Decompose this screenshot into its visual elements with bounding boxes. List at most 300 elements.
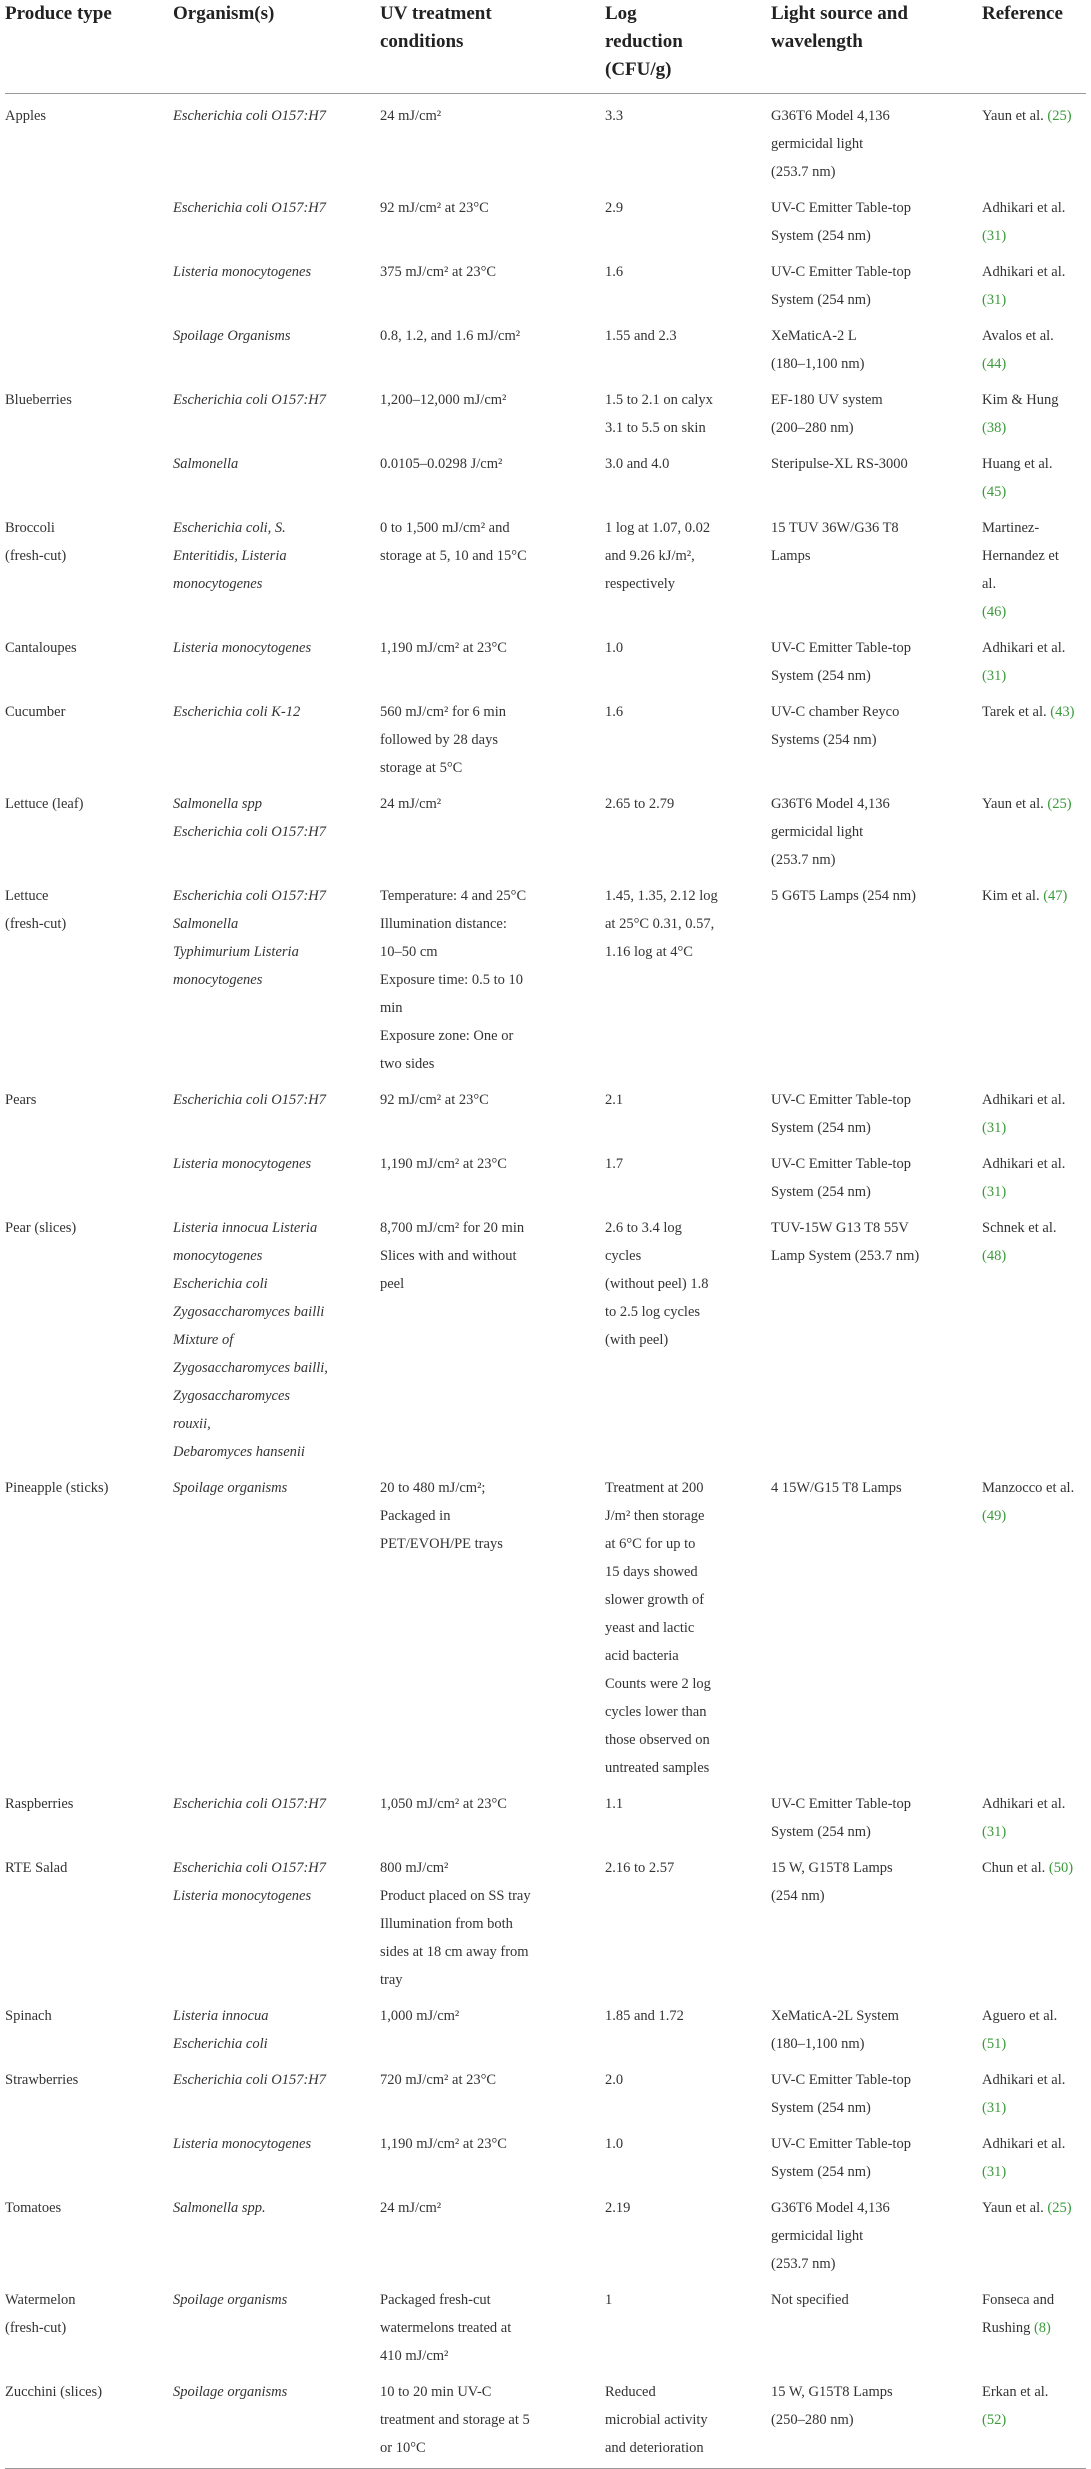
- cell-line: germicidal light: [771, 136, 864, 152]
- citation-link[interactable]: (31): [982, 2100, 1007, 2116]
- reference-cell: [982, 1078, 1086, 1142]
- cell-line: treatment and storage at 5: [380, 2412, 530, 2428]
- cell-line: 2.16 to 2.57: [605, 1860, 675, 1876]
- table-header: [5, 0, 1086, 94]
- cell-line: peel: [380, 1276, 405, 1292]
- cell-line: Listeria innocua Listeria: [173, 1220, 318, 1236]
- cell-line: 1.85 and 1.72: [605, 2008, 684, 2024]
- organism-cell: [173, 1846, 380, 1994]
- reference-line: [982, 2314, 1076, 2342]
- cell-line: (253.7 nm): [771, 164, 836, 180]
- cell-line: Illumination distance:: [380, 916, 507, 932]
- reference-line: [982, 2066, 1076, 2094]
- treatment-cell: [380, 1466, 605, 1782]
- produce-cell: [5, 506, 173, 626]
- cell-line: (without peel) 1.8: [605, 1276, 709, 1292]
- cell-line: Illumination from both: [380, 1916, 513, 1932]
- cell-line: 0 to 1,500 mJ/cm² and: [380, 520, 510, 536]
- produce-cell: [5, 186, 173, 250]
- reference-authors: Yaun et al.: [982, 108, 1048, 124]
- table-row: [5, 94, 1086, 187]
- citation-link[interactable]: (8): [1033, 2320, 1051, 2336]
- cell-line: Escherichia coli O157:H7: [173, 392, 327, 408]
- table-row: [5, 1206, 1086, 1466]
- cell-line: germicidal light: [771, 824, 864, 840]
- cell-line: respectively: [605, 576, 676, 592]
- citation-link[interactable]: (31): [982, 1120, 1007, 1136]
- reference-line: [982, 1214, 1076, 1270]
- treatment-cell: [380, 1206, 605, 1466]
- organism-cell: [173, 1994, 380, 2058]
- table-row: [5, 782, 1086, 874]
- cell-line: Exposure time: 0.5 to 10: [380, 972, 523, 988]
- reference-authors: Manzocco et al.: [982, 1480, 1075, 1496]
- light-source-cell: [771, 690, 982, 782]
- cell-line: 3.1 to 5.5 on skin: [605, 420, 706, 436]
- header-line: Log: [605, 3, 637, 24]
- cell-line: watermelons treated at: [380, 2320, 512, 2336]
- table-row: [5, 690, 1086, 782]
- light-source-cell: [771, 2122, 982, 2186]
- log-reduction-cell: [605, 1846, 771, 1994]
- citation-link[interactable]: (46): [982, 604, 1007, 620]
- reference-line: [982, 1818, 1076, 1846]
- citation-link[interactable]: (38): [982, 420, 1007, 436]
- reference-authors: Adhikari et al.: [982, 640, 1066, 656]
- log-reduction-cell: [605, 1466, 771, 1782]
- reference-cell: [982, 1142, 1086, 1206]
- table-row: [5, 1078, 1086, 1142]
- cell-line: Lamps: [771, 548, 811, 564]
- reference-authors: Huang et al.: [982, 456, 1053, 472]
- reference-line: [982, 102, 1076, 130]
- produce-cell: [5, 2278, 173, 2370]
- reference-line: [982, 2130, 1076, 2158]
- table-row: [5, 1846, 1086, 1994]
- cell-line: Packaged in: [380, 1508, 451, 1524]
- reference-line: [982, 1854, 1076, 1882]
- cell-line: Salmonella spp.: [173, 2200, 266, 2216]
- cell-line: Pear (slices): [5, 1220, 77, 1236]
- cell-line: (fresh-cut): [5, 548, 67, 564]
- table-body: [5, 94, 1086, 2469]
- treatment-cell: [380, 1846, 605, 1994]
- organism-cell: [173, 782, 380, 874]
- citation-link[interactable]: (44): [982, 356, 1007, 372]
- cell-line: XeMaticA-2 L: [771, 328, 857, 344]
- citation-link[interactable]: (43): [1050, 704, 1075, 720]
- treatment-cell: [380, 2058, 605, 2122]
- cell-line: 1.7: [605, 1156, 624, 1172]
- cell-line: Watermelon: [5, 2292, 76, 2308]
- cell-line: Escherichia coli O157:H7: [173, 1092, 327, 1108]
- cell-line: monocytogenes: [173, 576, 263, 592]
- reference-line: [982, 2286, 1076, 2314]
- reference-line: [982, 2094, 1076, 2122]
- citation-link[interactable]: (31): [982, 2164, 1007, 2180]
- cell-line: (fresh-cut): [5, 916, 67, 932]
- cell-line: UV-C Emitter Table-top: [771, 200, 911, 216]
- cell-line: Steripulse-XL RS-3000: [771, 456, 908, 472]
- table-row: [5, 186, 1086, 250]
- cell-line: (with peel): [605, 1332, 669, 1348]
- log-reduction-cell: [605, 690, 771, 782]
- table-row: [5, 1142, 1086, 1206]
- cell-line: Listeria monocytogenes: [173, 264, 312, 280]
- produce-cell: [5, 250, 173, 314]
- cell-line: at 25°C 0.31, 0.57,: [605, 916, 715, 932]
- cell-line: G36T6 Model 4,136: [771, 108, 890, 124]
- cell-line: storage at 5, 10 and 15°C: [380, 548, 527, 564]
- cell-line: storage at 5°C: [380, 760, 463, 776]
- cell-line: Typhimurium Listeria: [173, 944, 299, 960]
- cell-line: 1.6: [605, 704, 624, 720]
- reference-cell: [982, 442, 1086, 506]
- reference-cell: [982, 94, 1086, 187]
- cell-line: (180–1,100 nm): [771, 356, 865, 372]
- light-source-cell: [771, 1142, 982, 1206]
- cell-line: Salmonella: [173, 456, 239, 472]
- citation-link[interactable]: (31): [982, 1184, 1007, 1200]
- cell-line: 1.5 to 2.1 on calyx: [605, 392, 713, 408]
- cell-line: Temperature: 4 and 25°C: [380, 888, 527, 904]
- treatment-cell: [380, 782, 605, 874]
- cell-line: UV-C Emitter Table-top: [771, 2136, 911, 2152]
- organism-cell: [173, 378, 380, 442]
- reference-cell: [982, 186, 1086, 250]
- table-row: [5, 506, 1086, 626]
- organism-cell: [173, 690, 380, 782]
- cell-line: Debaromyces hansenii: [173, 1444, 305, 1460]
- cell-line: or 10°C: [380, 2440, 426, 2456]
- cell-line: Mixture of: [173, 1332, 234, 1348]
- organism-cell: [173, 1078, 380, 1142]
- cell-line: 1,000 mJ/cm²: [380, 2008, 460, 2024]
- reference-line: [982, 1086, 1076, 1114]
- produce-cell: [5, 378, 173, 442]
- cell-line: 10–50 cm: [380, 944, 438, 960]
- treatment-cell: [380, 378, 605, 442]
- cell-line: Listeria monocytogenes: [173, 640, 312, 656]
- reference-cell: [982, 2278, 1086, 2370]
- reference-cell: [982, 506, 1086, 626]
- cell-line: cycles: [605, 1248, 642, 1264]
- light-source-cell: [771, 314, 982, 378]
- cell-line: 1.6: [605, 264, 624, 280]
- organism-cell: [173, 1142, 380, 1206]
- table-row: [5, 874, 1086, 1078]
- citation-link[interactable]: (50): [1048, 1860, 1074, 1876]
- reference-authors: Adhikari et al.: [982, 1156, 1066, 1172]
- cell-line: tray: [380, 1972, 403, 1988]
- light-source-cell: [771, 378, 982, 442]
- reference-authors: Hernandez et al.: [982, 548, 1059, 592]
- citation-link[interactable]: (31): [982, 228, 1007, 244]
- reference-authors: Adhikari et al.: [982, 264, 1066, 280]
- header-row: [5, 0, 1086, 94]
- treatment-cell: [380, 1142, 605, 1206]
- cell-line: Blueberries: [5, 392, 72, 408]
- cell-line: System (254 nm): [771, 2164, 871, 2180]
- cell-line: Listeria monocytogenes: [173, 1156, 312, 1172]
- cell-line: Spinach: [5, 2008, 52, 2024]
- table-row: [5, 1994, 1086, 2058]
- header-line: Light source and: [771, 3, 908, 24]
- treatment-cell: [380, 874, 605, 1078]
- cell-line: 2.6 to 3.4 log: [605, 1220, 682, 1236]
- light-source-cell: [771, 1994, 982, 2058]
- cell-line: (250–280 nm): [771, 2412, 854, 2428]
- cell-line: 10 to 20 min UV-C: [380, 2384, 492, 2400]
- cell-line: 720 mJ/cm² at 23°C: [380, 2072, 497, 2088]
- cell-line: 15 W, G15T8 Lamps: [771, 2384, 893, 2400]
- citation-link[interactable]: (47): [1043, 888, 1068, 904]
- cell-line: rouxii,: [173, 1416, 211, 1432]
- cell-line: 1,050 mJ/cm² at 23°C: [380, 1796, 507, 1812]
- cell-line: Tomatoes: [5, 2200, 62, 2216]
- organism-cell: [173, 186, 380, 250]
- cell-line: monocytogenes: [173, 1248, 263, 1264]
- table-row: [5, 1782, 1086, 1846]
- citation-link[interactable]: (31): [982, 668, 1007, 684]
- cell-line: those observed on: [605, 1732, 710, 1748]
- table-row: [5, 2122, 1086, 2186]
- light-source-cell: [771, 186, 982, 250]
- citation-link[interactable]: (31): [982, 292, 1007, 308]
- reference-cell: [982, 1782, 1086, 1846]
- cell-line: to 2.5 log cycles: [605, 1304, 701, 1320]
- cell-line: Escherichia coli, S.: [173, 520, 286, 536]
- cell-line: 1: [605, 2292, 613, 2308]
- cell-line: followed by 28 days: [380, 732, 498, 748]
- reference-line: [982, 286, 1076, 314]
- cell-line: UV-C Emitter Table-top: [771, 1796, 911, 1812]
- reference-cell: [982, 1466, 1086, 1782]
- cell-line: EF-180 UV system: [771, 392, 883, 408]
- reference-line: [982, 1178, 1076, 1206]
- cell-line: 800 mJ/cm²: [380, 1860, 449, 1876]
- log-reduction-cell: [605, 2058, 771, 2122]
- cell-line: Escherichia coli O157:H7: [173, 1860, 327, 1876]
- cell-line: cycles lower than: [605, 1704, 707, 1720]
- reference-cell: [982, 378, 1086, 442]
- reference-line: [982, 194, 1076, 222]
- citation-link[interactable]: (48): [982, 1248, 1007, 1264]
- cell-line: 15 W, G15T8 Lamps: [771, 1860, 893, 1876]
- cell-line: System (254 nm): [771, 2100, 871, 2116]
- log-reduction-cell: [605, 1206, 771, 1466]
- treatment-cell: [380, 2186, 605, 2278]
- log-reduction-cell: [605, 378, 771, 442]
- cell-line: (180–1,100 nm): [771, 2036, 865, 2052]
- reference-line: [982, 1114, 1076, 1142]
- reference-cell: [982, 690, 1086, 782]
- header-line: conditions: [380, 31, 464, 52]
- cell-line: Apples: [5, 108, 47, 124]
- produce-cell: [5, 442, 173, 506]
- treatment-cell: [380, 2370, 605, 2469]
- cell-line: UV-C chamber Reyco: [771, 704, 900, 720]
- cell-line: Escherichia coli O157:H7: [173, 824, 327, 840]
- light-source-cell: [771, 1078, 982, 1142]
- cell-line: 20 to 480 mJ/cm²;: [380, 1480, 486, 1496]
- produce-cell: [5, 1782, 173, 1846]
- cell-line: 2.0: [605, 2072, 624, 2088]
- produce-cell: [5, 2186, 173, 2278]
- light-source-cell: [771, 782, 982, 874]
- reference-line: [982, 598, 1076, 626]
- cell-line: Packaged fresh-cut: [380, 2292, 491, 2308]
- reference-cell: [982, 1206, 1086, 1466]
- cell-line: System (254 nm): [771, 668, 871, 684]
- cell-line: 24 mJ/cm²: [380, 796, 442, 812]
- citation-link[interactable]: (45): [982, 484, 1007, 500]
- reference-line: [982, 2378, 1076, 2434]
- citation-link[interactable]: (52): [982, 2412, 1007, 2428]
- reference-line: [982, 790, 1076, 818]
- reference-cell: [982, 1846, 1086, 1994]
- cell-line: Pineapple (sticks): [5, 1480, 109, 1496]
- cell-line: 2.9: [605, 200, 624, 216]
- produce-cell: [5, 1466, 173, 1782]
- cell-line: untreated samples: [605, 1760, 710, 1776]
- cell-line: Slices with and without: [380, 1248, 517, 1264]
- cell-line: Escherichia coli O157:H7: [173, 1796, 327, 1812]
- cell-line: 1.0: [605, 2136, 624, 2152]
- log-reduction-cell: [605, 250, 771, 314]
- citation-link[interactable]: (25): [1047, 2200, 1072, 2216]
- light-source-cell: [771, 2058, 982, 2122]
- reference-cell: [982, 2186, 1086, 2278]
- log-reduction-cell: [605, 1782, 771, 1846]
- treatment-cell: [380, 186, 605, 250]
- light-source-cell: [771, 1466, 982, 1782]
- cell-line: Counts were 2 log: [605, 1676, 711, 1692]
- cell-line: 1.16 log at 4°C: [605, 944, 693, 960]
- cell-line: 3.0 and 4.0: [605, 456, 670, 472]
- reference-cell: [982, 874, 1086, 1078]
- cell-line: System (254 nm): [771, 1824, 871, 1840]
- table-row: [5, 250, 1086, 314]
- organism-cell: [173, 1466, 380, 1782]
- cell-line: Zygosaccharomyces bailli: [173, 1304, 325, 1320]
- log-reduction-cell: [605, 2370, 771, 2469]
- produce-cell: [5, 2058, 173, 2122]
- treatment-cell: [380, 1782, 605, 1846]
- citation-link[interactable]: (31): [982, 1824, 1007, 1840]
- treatment-cell: [380, 250, 605, 314]
- header-line: Produce type: [5, 3, 112, 24]
- cell-line: 5 G6T5 Lamps (254 nm): [771, 888, 916, 904]
- cell-line: UV-C Emitter Table-top: [771, 1092, 911, 1108]
- produce-cell: [5, 626, 173, 690]
- organism-cell: [173, 2058, 380, 2122]
- reference-authors: Chun et al.: [982, 1860, 1049, 1876]
- cell-line: 8,700 mJ/cm² for 20 min: [380, 1220, 525, 1236]
- log-reduction-cell: [605, 314, 771, 378]
- cell-line: (253.7 nm): [771, 2256, 836, 2272]
- produce-cell: [5, 874, 173, 1078]
- treatment-cell: [380, 442, 605, 506]
- cell-line: 3.3: [605, 108, 624, 124]
- cell-line: (254 nm): [771, 1888, 825, 1904]
- reference-authors: Kim & Hung: [982, 392, 1059, 408]
- cell-line: 1.45, 1.35, 2.12 log: [605, 888, 718, 904]
- reference-authors: Martinez-: [982, 520, 1040, 536]
- organism-cell: [173, 1206, 380, 1466]
- cell-line: 0.0105–0.0298 J/cm²: [380, 456, 503, 472]
- reference-cell: [982, 782, 1086, 874]
- cell-line: 24 mJ/cm²: [380, 108, 442, 124]
- reference-line: [982, 222, 1076, 250]
- log-reduction-cell: [605, 442, 771, 506]
- reference-cell: [982, 1994, 1086, 2058]
- reference-line: [982, 2002, 1076, 2058]
- cell-line: 1.0: [605, 640, 624, 656]
- reference-line: [982, 1474, 1076, 1502]
- cell-line: Strawberries: [5, 2072, 79, 2088]
- light-source-cell: [771, 2370, 982, 2469]
- cell-line: 4 15W/G15 T8 Lamps: [771, 1480, 902, 1496]
- cell-line: 92 mJ/cm² at 23°C: [380, 1092, 489, 1108]
- light-source-cell: [771, 2278, 982, 2370]
- cell-line: Spoilage organisms: [173, 2384, 288, 2400]
- header-reference: [982, 0, 1086, 94]
- cell-line: 1,200–12,000 mJ/cm²: [380, 392, 507, 408]
- reference-authors: Adhikari et al.: [982, 2136, 1066, 2152]
- cell-line: Escherichia coli O157:H7: [173, 108, 327, 124]
- header-log-reduction: [605, 0, 771, 94]
- citation-link[interactable]: (49): [982, 1508, 1007, 1524]
- cell-line: Spoilage Organisms: [173, 328, 291, 344]
- cell-line: System (254 nm): [771, 1184, 871, 1200]
- reference-cell: [982, 2370, 1086, 2469]
- cell-line: (200–280 nm): [771, 420, 854, 436]
- cell-line: 15 days showed: [605, 1564, 698, 1580]
- reference-cell: [982, 314, 1086, 378]
- cell-line: System (254 nm): [771, 228, 871, 244]
- produce-cell: [5, 1078, 173, 1142]
- cell-line: Cantaloupes: [5, 640, 77, 656]
- log-reduction-cell: [605, 2122, 771, 2186]
- cell-line: Reduced: [605, 2384, 656, 2400]
- reference-line: [982, 882, 1076, 910]
- citation-link[interactable]: (51): [982, 2036, 1007, 2052]
- reference-line: [982, 698, 1076, 726]
- cell-line: 1,190 mJ/cm² at 23°C: [380, 2136, 507, 2152]
- cell-line: and 9.26 kJ/m²,: [605, 548, 695, 564]
- header-line: reduction: [605, 31, 683, 52]
- citation-link[interactable]: (25): [1047, 796, 1072, 812]
- cell-line: Systems (254 nm): [771, 732, 877, 748]
- reference-authors: Yaun et al.: [982, 2200, 1048, 2216]
- reference-line: [982, 662, 1076, 690]
- header-produce-type: [5, 0, 173, 94]
- reference-line: [982, 322, 1076, 378]
- cell-line: UV-C Emitter Table-top: [771, 1156, 911, 1172]
- table-row: [5, 2278, 1086, 2370]
- header-line: Reference: [982, 3, 1063, 24]
- cell-line: Spoilage organisms: [173, 1480, 288, 1496]
- cell-line: System (254 nm): [771, 292, 871, 308]
- citation-link[interactable]: (25): [1047, 108, 1072, 124]
- organism-cell: [173, 626, 380, 690]
- table-row: [5, 442, 1086, 506]
- reference-authors: Erkan et al.: [982, 2384, 1049, 2400]
- light-source-cell: [771, 626, 982, 690]
- log-reduction-cell: [605, 626, 771, 690]
- cell-line: 1.1: [605, 1796, 624, 1812]
